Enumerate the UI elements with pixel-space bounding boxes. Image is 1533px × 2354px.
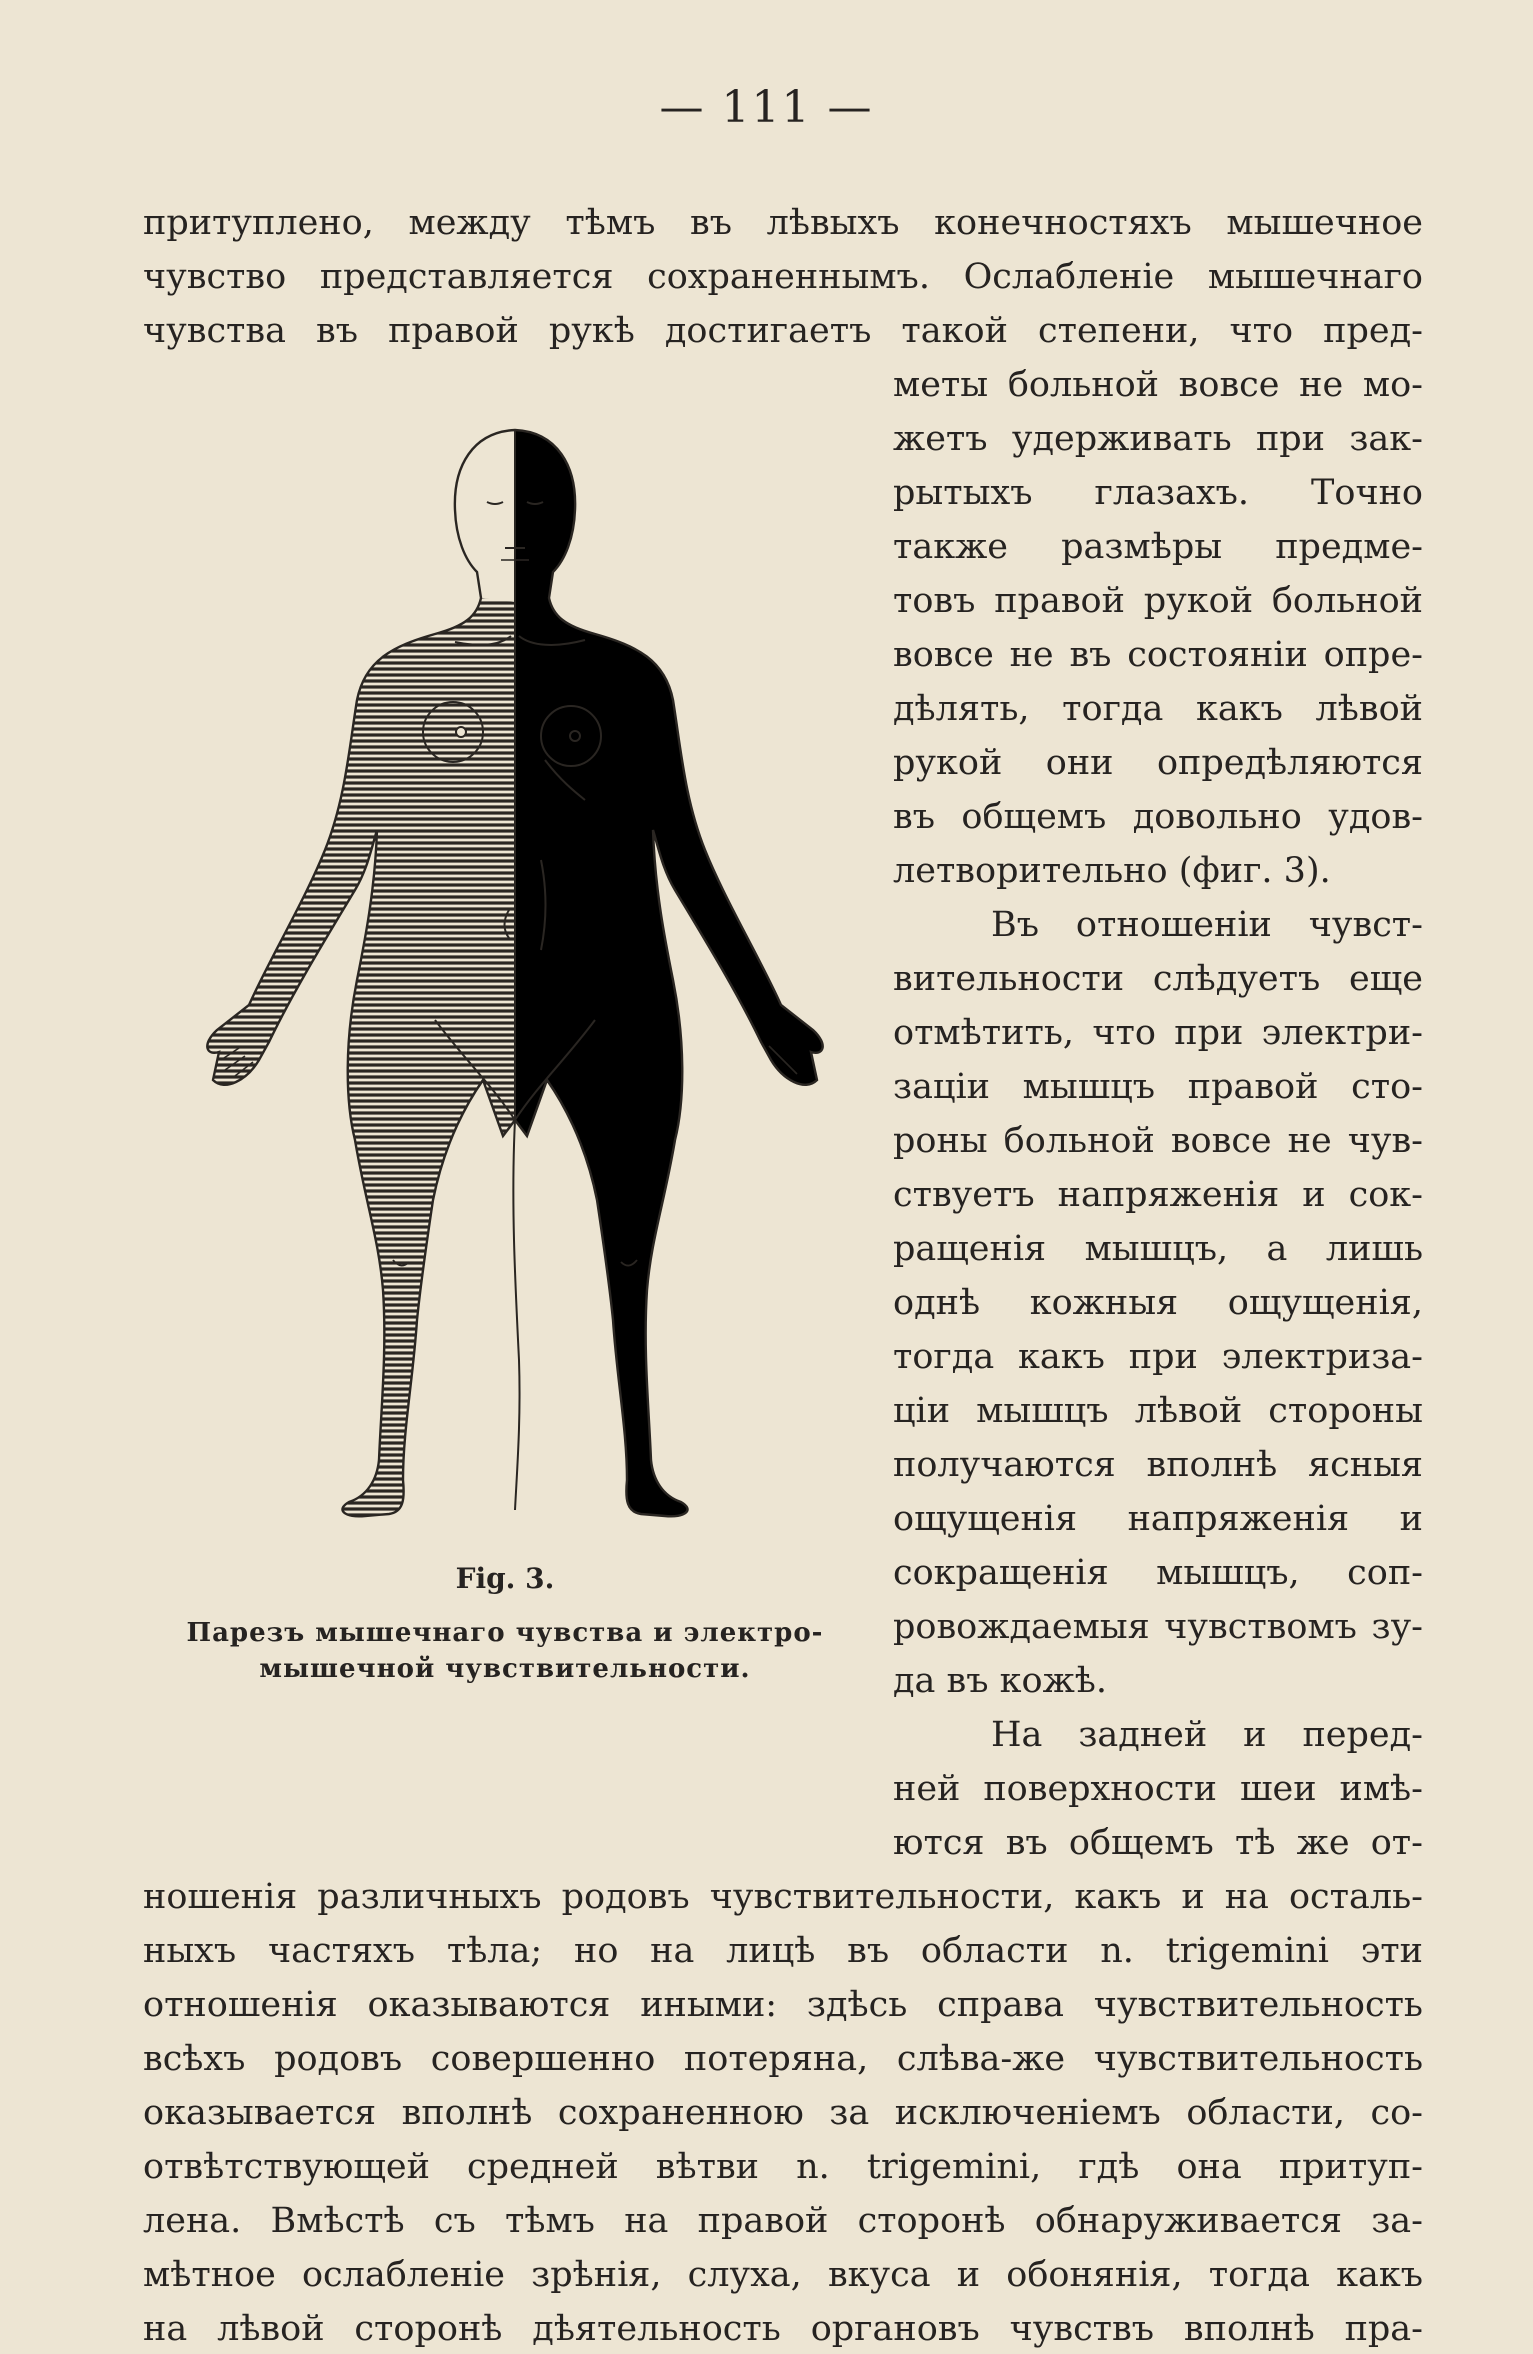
column-line: однѣ кожныя ощущенія, bbox=[893, 1283, 1423, 1323]
column-line: роны больной вовсе не чув- bbox=[893, 1121, 1423, 1161]
figure-label: Fig. 3. bbox=[455, 1562, 555, 1595]
column-line: сокращенія мышцъ, соп- bbox=[893, 1553, 1423, 1593]
figure-caption bbox=[150, 1615, 860, 1687]
page-number: — 111 — bbox=[659, 82, 874, 133]
column-line: отмѣтить, что при электри- bbox=[893, 1013, 1423, 1053]
body-line: ношенія различныхъ родовъ чувствительности, какъ и на осталь- bbox=[143, 1877, 1423, 1917]
column-line: ціи мышцъ лѣвой стороны bbox=[893, 1391, 1423, 1431]
column-line: жетъ удерживать при зак- bbox=[893, 419, 1423, 459]
column-line: также размѣры предме- bbox=[893, 527, 1423, 567]
body-line: притуплено, между тѣмъ въ лѣвыхъ конечностяхъ мышечное bbox=[143, 203, 1423, 243]
body-outline-illustration bbox=[165, 420, 845, 1550]
body-line: отвѣтствующей средней вѣтви n. trigemini, гдѣ она притуп- bbox=[143, 2147, 1423, 2187]
figure-caption-line: Парезъ мышечнаго чувства и электро- bbox=[186, 1618, 824, 1648]
body-line: лена. Вмѣстѣ съ тѣмъ на правой сторонѣ обнаруживается за- bbox=[143, 2201, 1423, 2241]
column-line: дѣлять, тогда какъ лѣвой bbox=[893, 689, 1423, 729]
column-line: ней поверхности шеи имѣ- bbox=[893, 1769, 1423, 1809]
column-line: меты больной вовсе не мо- bbox=[893, 365, 1423, 405]
column-line: рытыхъ глазахъ. Точно bbox=[893, 473, 1423, 513]
body-line: отношенія оказываются иными: здѣсь справа чувствительность bbox=[143, 1985, 1423, 2025]
column-line: ощущенія напряженія и bbox=[893, 1499, 1423, 1539]
column-line: ствуетъ напряженія и сок- bbox=[893, 1175, 1423, 1215]
column-line: вовсе не въ состояніи опре- bbox=[893, 635, 1423, 675]
column-line: Въ отношеніи чувст- bbox=[991, 905, 1423, 945]
body-line: ныхъ частяхъ тѣла; но на лицѣ въ области n. trigemini эти bbox=[143, 1931, 1423, 1971]
column-line: ращенія мышцъ, а лишь bbox=[893, 1229, 1423, 1269]
column-line: рукой они опредѣляются bbox=[893, 743, 1423, 783]
column-line: вительности слѣдуетъ еще bbox=[893, 959, 1423, 999]
figure-caption-line: мышечной чувствительности. bbox=[259, 1654, 751, 1684]
body-line: всѣхъ родовъ совершенно потеряна, слѣва-же чувствительность bbox=[143, 2039, 1423, 2079]
column-line: летворительно (фиг. 3). bbox=[893, 851, 1331, 891]
column-line: ются въ общемъ тѣ же от- bbox=[893, 1823, 1423, 1863]
column-line: ровождаемыя чувствомъ зу- bbox=[893, 1607, 1423, 1647]
body-line: чувство представляется сохраненнымъ. Ослабленіе мышечнаго bbox=[143, 257, 1423, 297]
column-line: да въ кожѣ. bbox=[893, 1661, 1108, 1701]
column-line: заціи мышцъ правой сто- bbox=[893, 1067, 1423, 1107]
column-line: товъ правой рукой больной bbox=[893, 581, 1423, 621]
column-line: получаются вполнѣ ясныя bbox=[893, 1445, 1423, 1485]
column-line: На задней и перед- bbox=[991, 1715, 1423, 1755]
body-line: чувства въ правой рукѣ достигаетъ такой степени, что пред- bbox=[143, 311, 1423, 351]
body-line: на лѣвой сторонѣ дѣятельность органовъ чувствъ вполнѣ пра- bbox=[143, 2309, 1423, 2349]
body-line: мѣтное ослабленіе зрѣнія, слуха, вкуса и обонянія, тогда какъ bbox=[143, 2255, 1423, 2295]
body-line: оказывается вполнѣ сохраненною за исключеніемъ области, со- bbox=[143, 2093, 1423, 2133]
column-line: тогда какъ при электриза- bbox=[893, 1337, 1423, 1377]
column-line: въ общемъ довольно удов- bbox=[893, 797, 1423, 837]
